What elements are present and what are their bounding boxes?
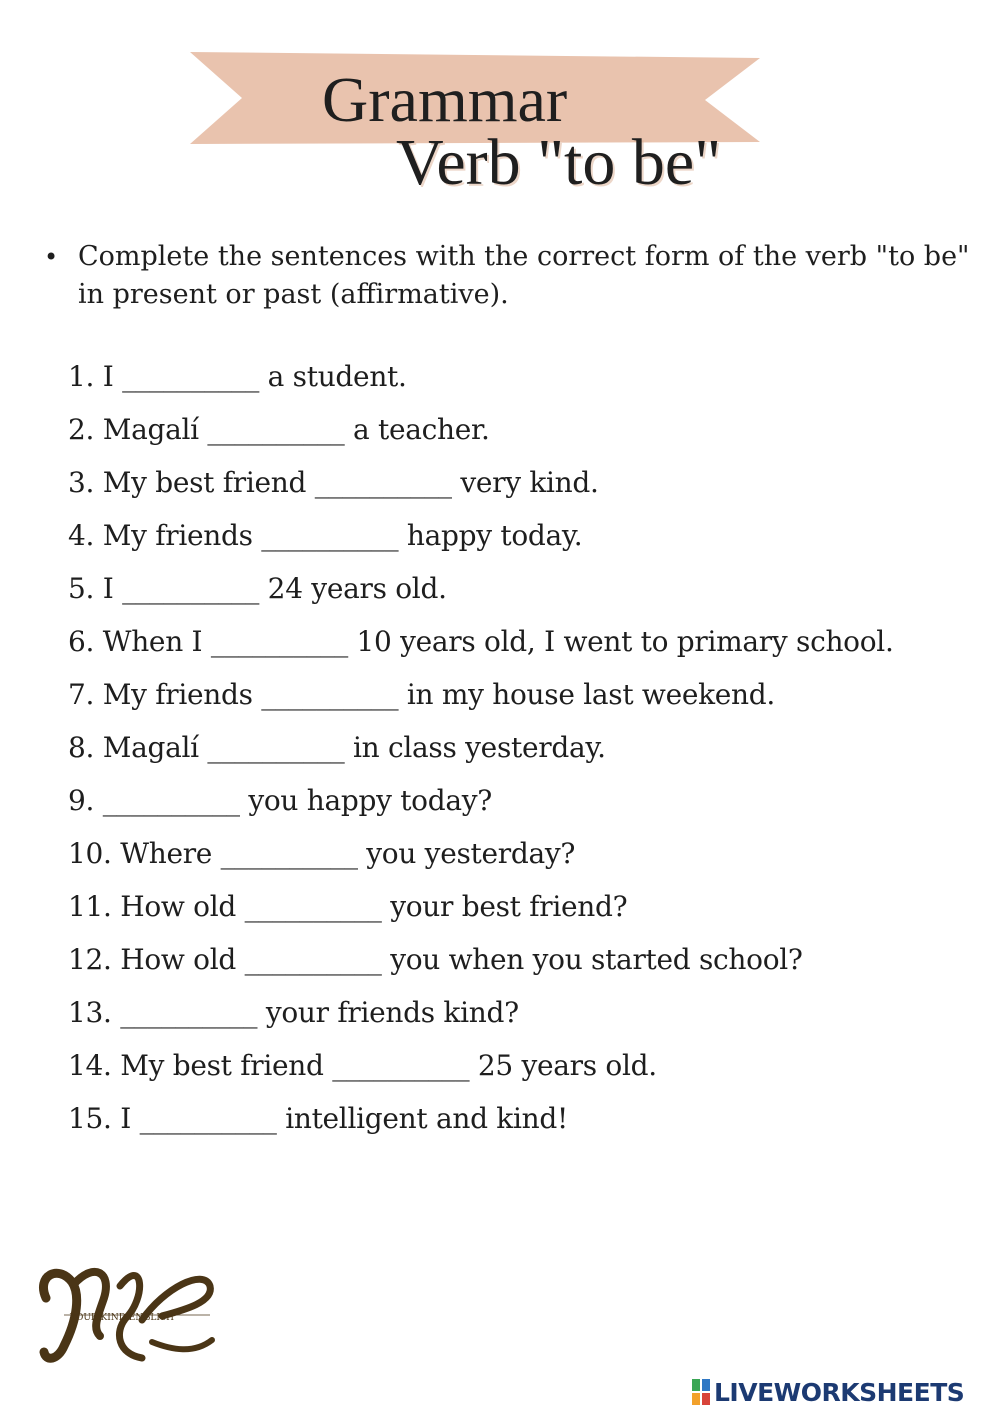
liveworksheets-text: LIVEWORKSHEETS [714,1377,965,1407]
page-title-verb-to-be: Verb "to be" [396,126,722,199]
instructions-text: Complete the sentences with the correct form of the verb "to be" in present or past (affirmative). [78,241,970,310]
exercise-item-14: 14. My best friend __________ 25 years old. [68,1049,657,1082]
exercise-item-6: 6. When I __________ 10 years old, I went to primary school. [68,625,894,658]
logo-tagline: YOUR KIND ENGLISH [70,1313,174,1323]
exercise-item-9: 9. __________ you happy today? [68,784,492,817]
exercise-item-12: 12. How old __________ you when you started school? [68,943,803,976]
exercise-item-4: 4. My friends __________ happy today. [68,519,583,552]
exercise-item-15: 15. I __________ intelligent and kind! [68,1102,568,1135]
exercise-item-1: 1. I __________ a student. [68,360,407,393]
exercise-item-5: 5. I __________ 24 years old. [68,572,447,605]
exercise-item-7: 7. My friends __________ in my house last weekend. [68,678,775,711]
bullet-icon: • [44,243,59,271]
exercise-item-11: 11. How old __________ your best friend? [68,890,628,923]
exercise-list [68,350,968,1145]
exercise-item-2: 2. Magalí __________ a teacher. [68,413,490,446]
exercise-item-3: 3. My best friend __________ very kind. [68,466,599,499]
liveworksheets-brand [692,1374,992,1410]
your-kind-english-logo [34,1258,220,1370]
exercise-item-10: 10. Where __________ you yesterday? [68,837,576,870]
exercise-item-13: 13. __________ your friends kind? [68,996,519,1029]
page-title-grammar: Grammar [322,64,568,135]
exercise-item-8: 8. Magalí __________ in class yesterday. [68,731,606,764]
instructions [44,238,984,314]
liveworksheets-logo-icon [692,1379,710,1405]
